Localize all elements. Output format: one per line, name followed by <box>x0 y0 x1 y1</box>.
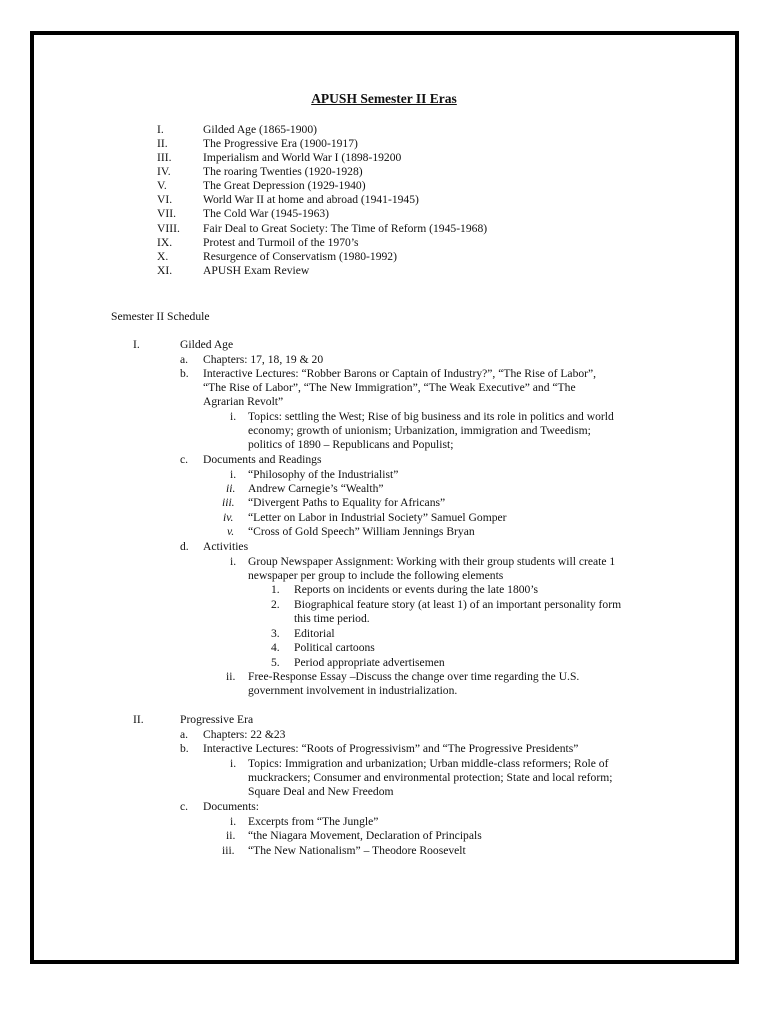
item-marker: iii. <box>222 496 235 509</box>
era-number: IV. <box>157 165 171 178</box>
item-marker: a. <box>180 353 189 366</box>
unit-title: Progressive Era <box>180 713 254 726</box>
era-text: The Progressive Era (1900-1917) <box>203 137 358 150</box>
lectures-line: “The Rise of Labor”, “The New Immigration”, “The Weak Executive” and “The <box>203 381 576 394</box>
era-text: The Cold War (1945-1963) <box>203 207 330 220</box>
activity-line: newspaper per group to include the following elements <box>248 569 504 582</box>
item-marker: 3. <box>271 627 280 640</box>
item-marker: iii. <box>222 844 235 857</box>
era-number: IX. <box>157 236 173 249</box>
era-number: II. <box>157 137 168 150</box>
newspaper-element: Period appropriate advertisemen <box>294 656 445 669</box>
newspaper-element: Reports on incidents or events during the late 1800’s <box>294 583 539 596</box>
document-item: “the Niagara Movement, Declaration of Principals <box>248 829 482 842</box>
item-marker: c. <box>180 800 189 813</box>
item-marker: 2. <box>271 598 280 611</box>
item-marker: i. <box>230 757 237 770</box>
topics-line: politics of 1890 – Republicans and Populist; <box>248 438 454 451</box>
item-marker: i. <box>230 468 237 481</box>
chapters-text: Chapters: 22 &23 <box>203 728 286 741</box>
document-item: Excerpts from “The Jungle” <box>248 815 379 828</box>
topics-line: Square Deal and New Freedom <box>248 785 394 798</box>
era-number: III. <box>157 151 172 164</box>
schedule-heading: Semester II Schedule <box>111 310 210 323</box>
item-marker: 4. <box>271 641 280 654</box>
era-number: XI. <box>157 264 173 277</box>
item-marker: b. <box>180 742 189 755</box>
item-marker: ii. <box>226 482 236 495</box>
topics-line: economy; growth of unionism; Urbanization, immigration and Tweedism; <box>248 424 591 437</box>
unit-number: I. <box>133 338 140 351</box>
item-marker: i. <box>230 410 237 423</box>
item-marker: 1. <box>271 583 280 596</box>
item-marker: ii. <box>226 670 236 683</box>
document-item: “Cross of Gold Speech” William Jennings Bryan <box>248 525 475 538</box>
era-text: APUSH Exam Review <box>203 264 310 277</box>
newspaper-element: Political cartoons <box>294 641 375 654</box>
era-text: The roaring Twenties (1920-1928) <box>203 165 363 178</box>
era-text: The Great Depression (1929-1940) <box>203 179 366 192</box>
newspaper-element: Biographical feature story (at least 1) of an important personality form <box>294 598 622 611</box>
activities-heading: Activities <box>203 540 249 553</box>
newspaper-element: Editorial <box>294 627 335 640</box>
item-marker: d. <box>180 540 189 553</box>
era-number: VI. <box>157 193 173 206</box>
era-number: V. <box>157 179 167 192</box>
activity-line: government involvement in industrialization. <box>248 684 458 697</box>
documents-heading: Documents: <box>203 800 260 813</box>
era-text: Resurgence of Conservatism (1980-1992) <box>203 250 397 263</box>
topics-line: Topics: Immigration and urbanization; Urban middle-class reformers; Role of <box>248 757 609 770</box>
item-marker: c. <box>180 453 189 466</box>
era-number: VII. <box>157 207 176 220</box>
era-number: I. <box>157 123 164 136</box>
page-title: APUSH Semester II Eras <box>311 91 457 106</box>
era-text: Imperialism and World War I (1898-19200 <box>203 151 402 164</box>
unit-title: Gilded Age <box>180 338 234 351</box>
era-text: Fair Deal to Great Society: The Time of Reform (1945-1968) <box>203 222 488 235</box>
item-marker: ii. <box>226 829 236 842</box>
documents-heading: Documents and Readings <box>203 453 322 466</box>
document-item: “Philosophy of the Industrialist” <box>248 468 399 481</box>
lectures-line: Agrarian Revolt” <box>203 395 284 408</box>
topics-line: Topics: settling the West; Rise of big business and its role in politics and world <box>248 410 614 423</box>
document-item: “Divergent Paths to Equality for Africans” <box>248 496 446 509</box>
era-text: Protest and Turmoil of the 1970’s <box>203 236 359 249</box>
era-number: VIII. <box>157 222 180 235</box>
chapters-text: Chapters: 17, 18, 19 & 20 <box>203 353 324 366</box>
topics-line: muckrackers; Consumer and environmental protection; State and local reform; <box>248 771 613 784</box>
era-text: Gilded Age (1865-1900) <box>203 123 317 136</box>
item-marker: iv. <box>223 511 234 524</box>
newspaper-element: this time period. <box>294 612 370 625</box>
era-number: X. <box>157 250 169 263</box>
era-text: World War II at home and abroad (1941-1945) <box>203 193 419 206</box>
item-marker: b. <box>180 367 189 380</box>
lectures-line: Interactive Lectures: “Robber Barons or Captain of Industry?”, “The Rise of Labor”, <box>203 367 597 380</box>
item-marker: a. <box>180 728 189 741</box>
activity-line: Free-Response Essay –Discuss the change over time regarding the U.S. <box>248 670 580 683</box>
document-item: “The New Nationalism” – Theodore Roosevelt <box>248 844 466 857</box>
document-item: Andrew Carnegie’s “Wealth” <box>248 482 384 495</box>
document-item: “Letter on Labor in Industrial Society” Samuel Gomper <box>248 511 507 524</box>
item-marker: v. <box>227 525 235 538</box>
unit-number: II. <box>133 713 144 726</box>
item-marker: i. <box>230 555 237 568</box>
lectures-line: Interactive Lectures: “Roots of Progressivism” and “The Progressive Presidents” <box>203 742 579 755</box>
item-marker: 5. <box>271 656 280 669</box>
activity-line: Group Newspaper Assignment: Working with their group students will create 1 <box>248 555 616 568</box>
item-marker: i. <box>230 815 237 828</box>
